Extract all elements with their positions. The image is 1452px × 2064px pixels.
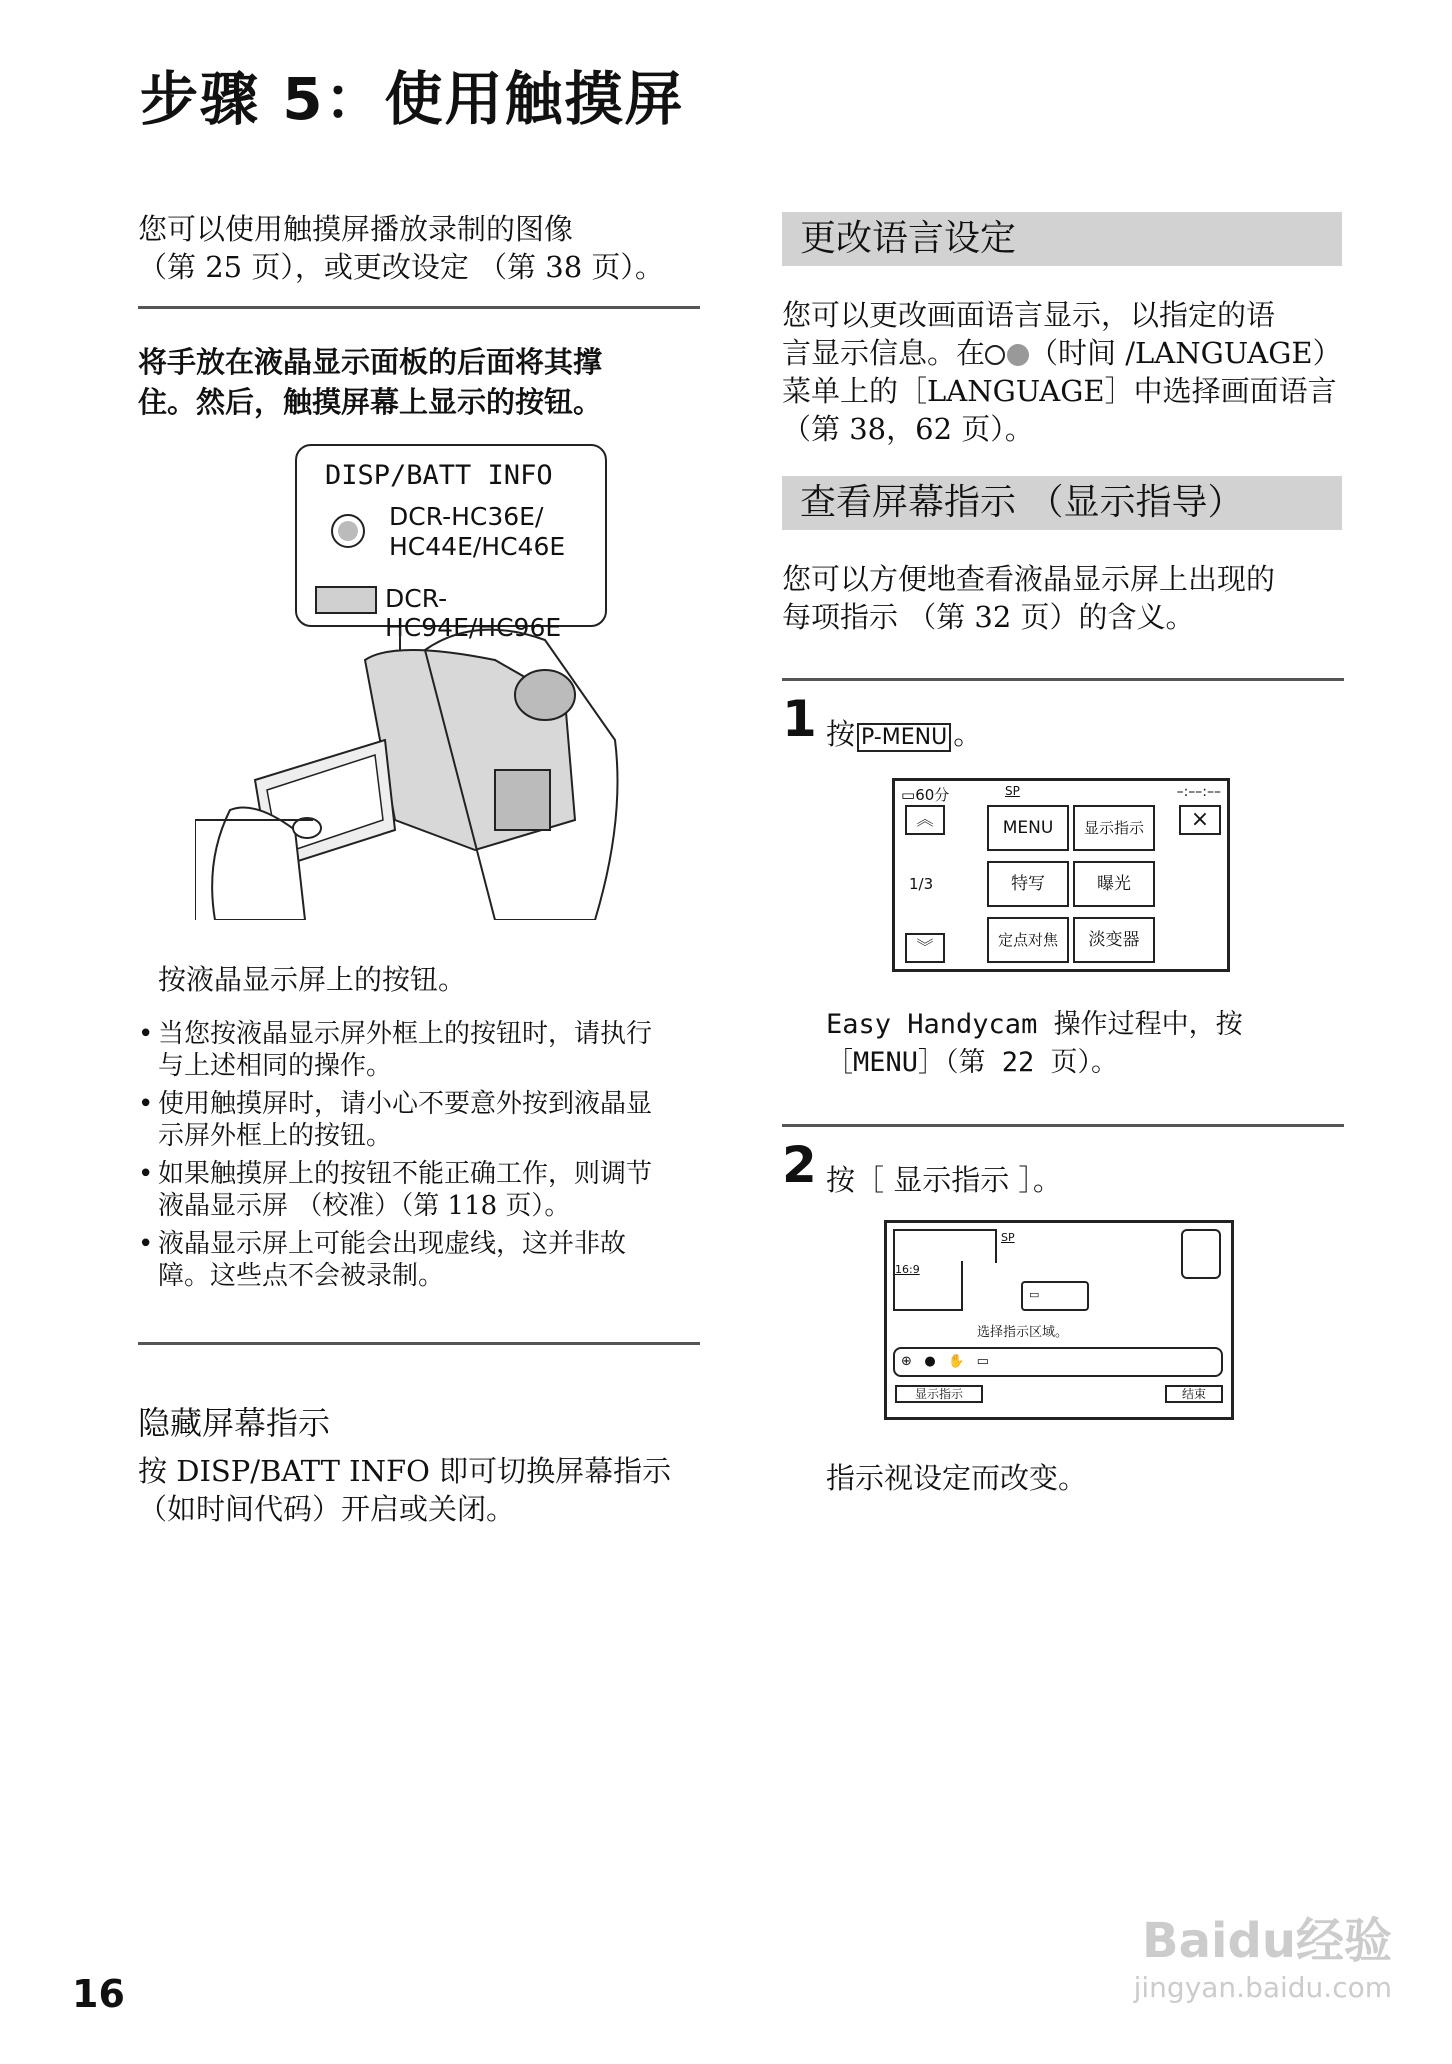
display-guide-button[interactable]: 显示指示 <box>1073 805 1155 851</box>
fader-button[interactable]: 淡变器 <box>1073 917 1155 963</box>
battery-indicator: ▭60分 <box>901 786 950 804</box>
page-number: 16 <box>72 1972 125 2016</box>
bullet-item: • 液晶显示屏上可能会出现虚线，这并非故 障。这些点不会被录制。 <box>138 1228 698 1292</box>
guide-line: 您可以方便地查看液晶显示屏上出现的 <box>782 562 1276 596</box>
baidu-watermark <box>1134 1902 1392 2004</box>
callout-model-round: DCR-HC36E/ <box>389 502 544 531</box>
instruction-line: 住。然后，触摸屏幕上显示的按钮。 <box>138 385 603 419</box>
step2-note: 指示视设定而改变。 <box>826 1461 1088 1495</box>
region-outline[interactable] <box>1181 1229 1221 1279</box>
menu-button[interactable]: MENU <box>987 805 1069 851</box>
round-button-icon <box>331 514 365 548</box>
select-prompt: 选择指示区域。 <box>977 1325 1069 1340</box>
region-outline <box>893 1229 997 1263</box>
callout-model-round: HC44E/HC46E <box>389 532 566 561</box>
region-outline[interactable] <box>1021 1281 1089 1311</box>
step1-note-line: ［MENU］（第 22 页）。 <box>826 1047 1119 1078</box>
hide-line: （如时间代码）开启或关闭。 <box>138 1492 516 1526</box>
bullet-item: • 如果触摸屏上的按钮不能正确工作，则调节 液晶显示屏 （校准）（第 118 页）。 <box>138 1158 698 1222</box>
lang-line <box>782 334 1342 372</box>
intro-line: 您可以使用触摸屏播放录制的图像 <box>138 212 574 246</box>
p-menu-screen <box>892 778 1230 972</box>
page-indicator: 1/3 <box>909 875 934 893</box>
clock-icon <box>985 345 1005 365</box>
closeup-button[interactable]: 特写 <box>987 861 1069 907</box>
watermark-url: jingyan.baidu.com <box>1133 1971 1392 2004</box>
program-ae-icon: ⊕ <box>901 1354 912 1369</box>
step1-note <box>826 1006 1243 1082</box>
instruction-text <box>138 342 602 422</box>
spot-focus-button[interactable]: 定点对焦 <box>987 917 1069 963</box>
step-number: 1 <box>782 690 817 748</box>
lang-line: （第 38，62 页）。 <box>782 412 1034 446</box>
page-title: 步骤 5：使用触摸屏 <box>140 65 685 133</box>
hide-line: 按 DISP/BATT INFO 即可切换屏幕指示 <box>138 1454 672 1488</box>
p-menu-button[interactable]: P-MENU <box>857 723 951 752</box>
aspect-indicator: 16:9 <box>895 1263 920 1276</box>
globe-icon <box>1007 344 1029 366</box>
divider <box>782 678 1344 681</box>
lang-line-part: 言显示信息。在 <box>782 336 986 370</box>
bullet-line: 当您按液晶显示屏外框上的按钮时，请执行 <box>158 1019 653 1049</box>
end-button[interactable]: 结束 <box>1165 1385 1223 1403</box>
step1-note-line: Easy Handycam 操作过程中，按 <box>826 1009 1243 1040</box>
bullet-line: 如果触摸屏上的按钮不能正确工作，则调节 <box>158 1159 653 1189</box>
bullet-line: 液晶显示屏 （校准）（第 118 页）。 <box>158 1191 571 1221</box>
callout-title: DISP/BATT INFO <box>325 460 553 491</box>
divider <box>138 306 700 309</box>
guide-heading: 查看屏幕指示 （显示指导） <box>782 476 1342 530</box>
bullet-item: • 当您按液晶显示屏外框上的按钮时，请执行 与上述相同的操作。 <box>138 1018 698 1082</box>
lang-heading: 更改语言设定 <box>782 212 1342 266</box>
scroll-up-button[interactable]: ︽ <box>905 805 945 835</box>
hide-heading: 隐藏屏幕指示 <box>138 1404 331 1442</box>
portrait-icon: ● <box>924 1354 936 1369</box>
lang-text <box>782 296 1342 448</box>
lang-line-part: （时间 /LANGUAGE） <box>1029 336 1342 370</box>
mode-indicator: SP <box>1005 784 1020 798</box>
bullet-item: • 使用触摸屏时，请小心不要意外按到液晶显 示屏外框上的按钮。 <box>138 1088 698 1152</box>
mode-indicator: SP <box>1001 1231 1015 1244</box>
divider <box>138 1342 700 1345</box>
steady-shot-icon: ▭ <box>1029 1288 1040 1301</box>
step-number: 2 <box>782 1136 817 1194</box>
battery-text: 60分 <box>915 786 950 804</box>
illustration-caption: 按液晶显示屏上的按钮。 <box>158 963 467 996</box>
callout-model-rect: DCR-HC94E/HC96E <box>385 584 562 642</box>
hide-text <box>138 1452 671 1528</box>
steady-off-icon: ✋ <box>948 1354 965 1369</box>
bullet-line: 障。这些点不会被录制。 <box>158 1261 445 1291</box>
watermark-brand: Baidu经验 <box>1142 1913 1392 1969</box>
disp-batt-callout <box>295 444 607 642</box>
intro-text <box>138 210 664 286</box>
step1-text <box>826 712 982 753</box>
step1-text-prefix: 按 <box>826 717 856 751</box>
rect-button-icon <box>315 586 377 614</box>
camcorder-illustration <box>195 620 665 920</box>
exposure-button[interactable]: 曝光 <box>1073 861 1155 907</box>
lang-line: 菜单上的［LANGUAGE］中选择画面语言 <box>782 374 1337 408</box>
fader-icon: ▭ <box>976 1354 989 1369</box>
bullet-line: 使用触摸屏时，请小心不要意外按到液晶显 <box>158 1089 653 1119</box>
display-guide-label: 显示指示 <box>895 1385 983 1403</box>
divider <box>782 1124 1344 1127</box>
guide-text <box>782 560 1342 636</box>
bullet-list <box>138 1018 698 1292</box>
step2-text: 按［ 显示指示 ］。 <box>826 1163 1062 1197</box>
step1-text-suffix: 。 <box>953 717 983 751</box>
icon-row[interactable] <box>893 1347 1223 1377</box>
bullet-line: 液晶显示屏上可能会出现虚线，这并非故 <box>158 1229 627 1259</box>
bullet-line: 示屏外框上的按钮。 <box>158 1121 393 1151</box>
scroll-down-button[interactable]: ︾ <box>905 933 945 963</box>
guide-line: 每项指示 （第 32 页）的含义。 <box>782 600 1195 634</box>
close-button[interactable]: × <box>1179 805 1221 835</box>
time-code: –:––:–– <box>1176 784 1221 800</box>
bullet-line: 与上述相同的操作。 <box>158 1051 393 1081</box>
instruction-line: 将手放在液晶显示面板的后面将其撑 <box>138 345 603 379</box>
lang-line: 您可以更改画面语言显示，以指定的语 <box>782 298 1276 332</box>
display-guide-screen <box>884 1220 1234 1420</box>
intro-line: （第 25 页），或更改设定 （第 38 页）。 <box>138 250 664 284</box>
